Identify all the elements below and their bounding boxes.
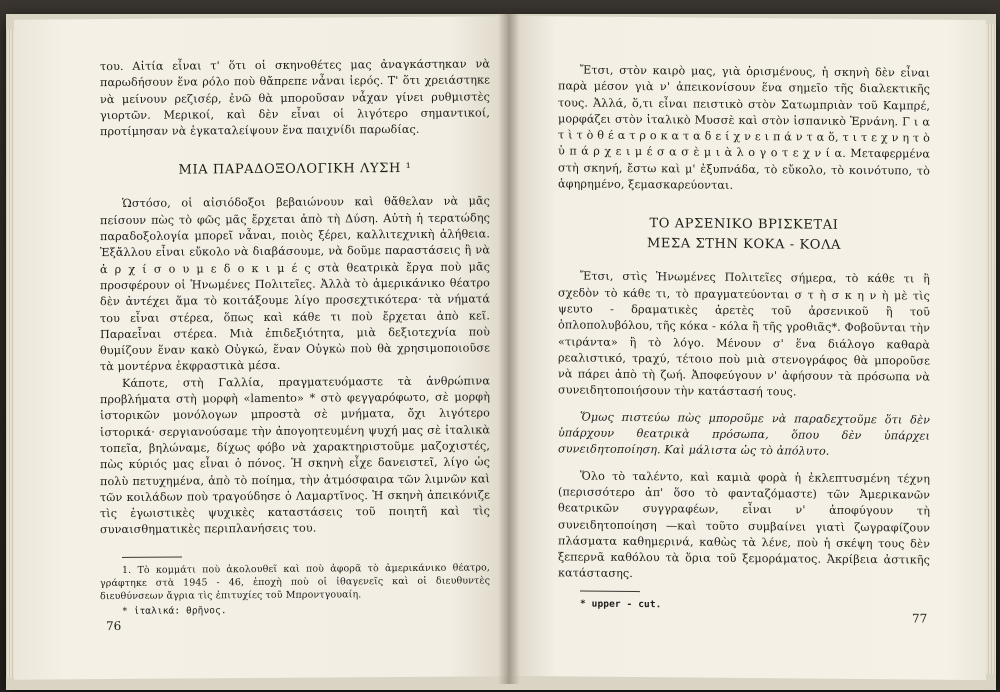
right-paragraph-italic: Ὅμως πιστεύω πὼς μποροῦμε νὰ παραδεχτοῦμε ὅτι δὲν ὑπάρχουν θεατρικὰ πρόσωπα, ὅπου δὲν ὑπάρχει συνειδητοποίηση. Καὶ μάλιστα ὡς τὸ ἀπόλυτο.: [558, 410, 930, 459]
left-page: [14, 16, 508, 679]
left-footnote-star: * ἰταλικά: θρῆνος.: [122, 604, 227, 617]
left-page-text: [100, 56, 490, 617]
right-section-heading-line2: ΜΕΣΑ ΣΤΗΝ ΚΟΚΑ - ΚΟΛΑ: [646, 236, 842, 254]
left-section-heading: ΜΙΑ ΠΑΡΑΔΟΞΟΛΟΓΙΚΗ ΛΥΣΗ ¹: [178, 161, 412, 179]
right-paragraph-1: Ἔτσι, στὸν καιρὸ μας, γιὰ ὁρισμένους, ἡ σκηνὴ δὲν εἶναι παρὰ μέσον γιὰ ν' ἀπεικονίσουν ἕνα σημεῖο τῆς διαλεκτικῆς τους. Ἀλλά, ὅ,τι εἶναι πειστικὸ στὸν Σατωμπριὰν τοῦ Καμπρέ, μορφάζει στὸν ἰταλικὸ Μυσσὲ καὶ στὸν ἱσπανικὸ Ἐρνάνη. Γ ι α τ ὶ τ ὸ θ έ α τ ρ ο κ α τ α δ ε ί χ ν ε ι π ά ν τ α ὅ, τ ι τ ε χ ν η τ ὸ ὑ π ά ρ χ ε ι μ έ σ α σ ὲ μ ι ὰ λ ο γ ο τ ε χ ν ί α. Μεταφερμένα στὴ σκηνή, ἔστω καὶ μ' ἐξυπνάδα, τὸ εὔκολο, τὸ κοινότυπο, τὸ ἀφηρημένο, ξεμασκαρεύονται.: [558, 63, 930, 192]
left-paragraph-2: Ὡστόσο, οἱ αἰσιόδοξοι βεβαιώνουν καὶ θἄθελαν νὰ μᾶς πείσουν πὼς τὸ φῶς μᾶς ἔρχεται ἀπὸ τὴ Δύση. Αὐτὴ ἡ τερατώδης παραδοξολογία μπορεῖ νἆναι, ποιὸς ξέρει, καλλιτεχνικὴ ἀλήθεια. Ἐξἄλλου εἶναι εὔκολο νὰ διαβάσουμε, νὰ δοῦμε παραστάσεις ἢ νὰ ἀ ρ χ ί σ ο υ μ ε δ ο κ ι μ έ ς στὰ θεατρικὰ ἔργα ποὺ μᾶς προσφέρουν οἱ Ἡνωμένες Πολιτεῖες. Ἀλλὰ τὸ ἀμερικάνικο θέατρο δὲν ἀντέχει ἅμα τὸ κοιτάξουμε λίγο προσεχτικότερα· τὰ νήματά του εἶναι στέρεα, ὅπως καὶ κάθε τι ποὺ ἔρχεται ἀπὸ κεῖ. Παραεἶναι στέρεα. Μιὰ ἐπιδεξιότητα, μιὰ δεξιοτεχνία ποὺ θυμίζουν ἕναν κακὸ Οὐγκώ, ἕναν Οὐγκὼ ποὺ θὰ χρησιμοποιοῦσε τὰ μοντέρνα ἐκφραστικὰ μέσα.: [100, 194, 490, 374]
right-footnote-star: * upper - cut.: [580, 598, 662, 610]
right-paragraph-2: Ἔτσι, στὶς Ἡνωμένες Πολιτεῖες σήμερα, τὸ κάθε τι ἢ σχεδὸν τὸ κάθε τι, τὸ πραγματεύονται σ τ ὴ σ κ η ν ὴ μὲ τὶς ψευτο - δραματικὲς ἀρετὲς τοῦ ἀρσενικοῦ ἢ τοῦ ὁπλοπολυβόλου, τῆς κόκα - κόλα ἢ τῆς γροθιᾶς*. Φοβοῦνται τὴν «τιράντα» ἢ τὸ λόγο. Μένουν σ' ἕνα διάλογο καθαρὰ ρεαλιστικό, τραχύ, τέτοιο ποὺ μιὰ στενογράφος θὰ μποροῦσε νὰ πάρει ἀπὸ τὴ ζωή. Ἀποφεύγουν ν' ἀφήσουν τὰ πρόσωπα νὰ συνειδητοποιήσουν τὴν κατάστασή τους.: [558, 269, 930, 399]
footnote-rule: [122, 556, 182, 557]
right-paragraph-3: Ὅλο τὸ ταλέντο, καὶ καμιὰ φορὰ ἡ ἐκλεπτυσμένη τέχνη (περισσότερο ἀπ' ὅσο τὸ φανταζόμαστε) τῶν Ἀμερικανῶν θεατρικῶν συγγραφέων, εἶναι ν' ἀποφύγουν τὴ συνειδητοποίηση —καὶ τοῦτο συμβαίνει γιατὶ ζωγραφίζουν πλάσματα καθημερινά, καθὼς τὰ λένε, ποὺ ἡ σκέψη τους δὲν ξεπερνᾶ καθόλου τὰ ὅρια τοῦ ξεμοράματος. Ἀκρίβεια ἀστικῆς κατάστασης.: [558, 469, 930, 581]
left-footnote-1: 1. Τὸ κομμάτι ποὺ ἀκολουθεῖ καὶ ποὺ ἀφορᾶ τὸ ἀμερικάνικο θέατρο, γράφτηκε στὰ 1945 - 46, ἐποχὴ ποὺ οἱ ἰθαγενεῖς καὶ οἱ διευθυντὲς διευθύνσεων ἄγρια τὶς ἐπιτυχίες τοῦ Μπροντγουαίη.: [100, 562, 490, 602]
right-page-text: [558, 62, 930, 613]
left-page-number: 76: [106, 618, 122, 634]
book-gutter-shadow: [498, 10, 520, 684]
footnote-rule: [580, 590, 640, 592]
right-page: [508, 16, 986, 680]
right-section-heading-line1: ΤΟ ΑΡΣΕΝΙΚΟ ΒΡΙΣΚΕΤΑΙ: [649, 216, 839, 234]
left-paragraph-3: Κάποτε, στὴ Γαλλία, πραγματευόμαστε τὰ ἀνθρώπινα προβλήματα στὴ μορφὴ «lamento» * στὸ φεγγαρόφωτο, σὲ μορφὴ ἱστορικῶν μονόλογων μπροστὰ σὲ μνήματα, ὄχι λιγότερο ἱστορικά· σεργιανούσαμε τὴν ἀπογοητευμένη ψυχή μας σὲ ἰταλικὰ τοπεῖα, βηλώναμε, δίχως φόβο νὰ χαρακτηριστοῦμε μαζοχιστές, πὼς κύριός μας εἶναι ὁ πόνος. Ἡ σκηνὴ εἶχε δανειστεῖ, λίγο ὡς πολὺ πετυχημένα, ἀπὸ τὸ ποίημα, τὴν ἀτμόσφαιρα τῶν λιμνῶν καὶ τῶν κοιλάδων ποὺ τραγούδησε ὁ Λαμαρτῖνος. Ἡ σκηνὴ ἀπεικόνιζε τὶς ἐγωιστικὲς ψυχικὲς καταστάσεις τοῦ ποιητῆ καὶ τὶς συναισθηματικὲς περιπλανήσεις του.: [100, 374, 490, 537]
left-paragraph-1: του. Αἰτία εἶναι τ' ὅτι οἱ σκηνοθέτες μας ἀναγκάστηκαν νὰ παρωδήσουν ἕνα ρόλο ποὺ θἄπρεπε νἆναι ἱερός. Τ' ὅτι χρειάστηκε νὰ μείνουν ρεζισέρ, ἐνῶ θὰ μποροῦσαν νἆχαν γίνει ρυθμιστὲς γιορτῶν. Μερικοί, καὶ δὲν εἶναι οἱ λιγότερο σημαντικοί, προτίμησαν νὰ ἐγκαταλείψουν ἕνα παιχνίδι παρωδίας.: [100, 57, 490, 139]
right-page-number: 77: [912, 611, 928, 626]
